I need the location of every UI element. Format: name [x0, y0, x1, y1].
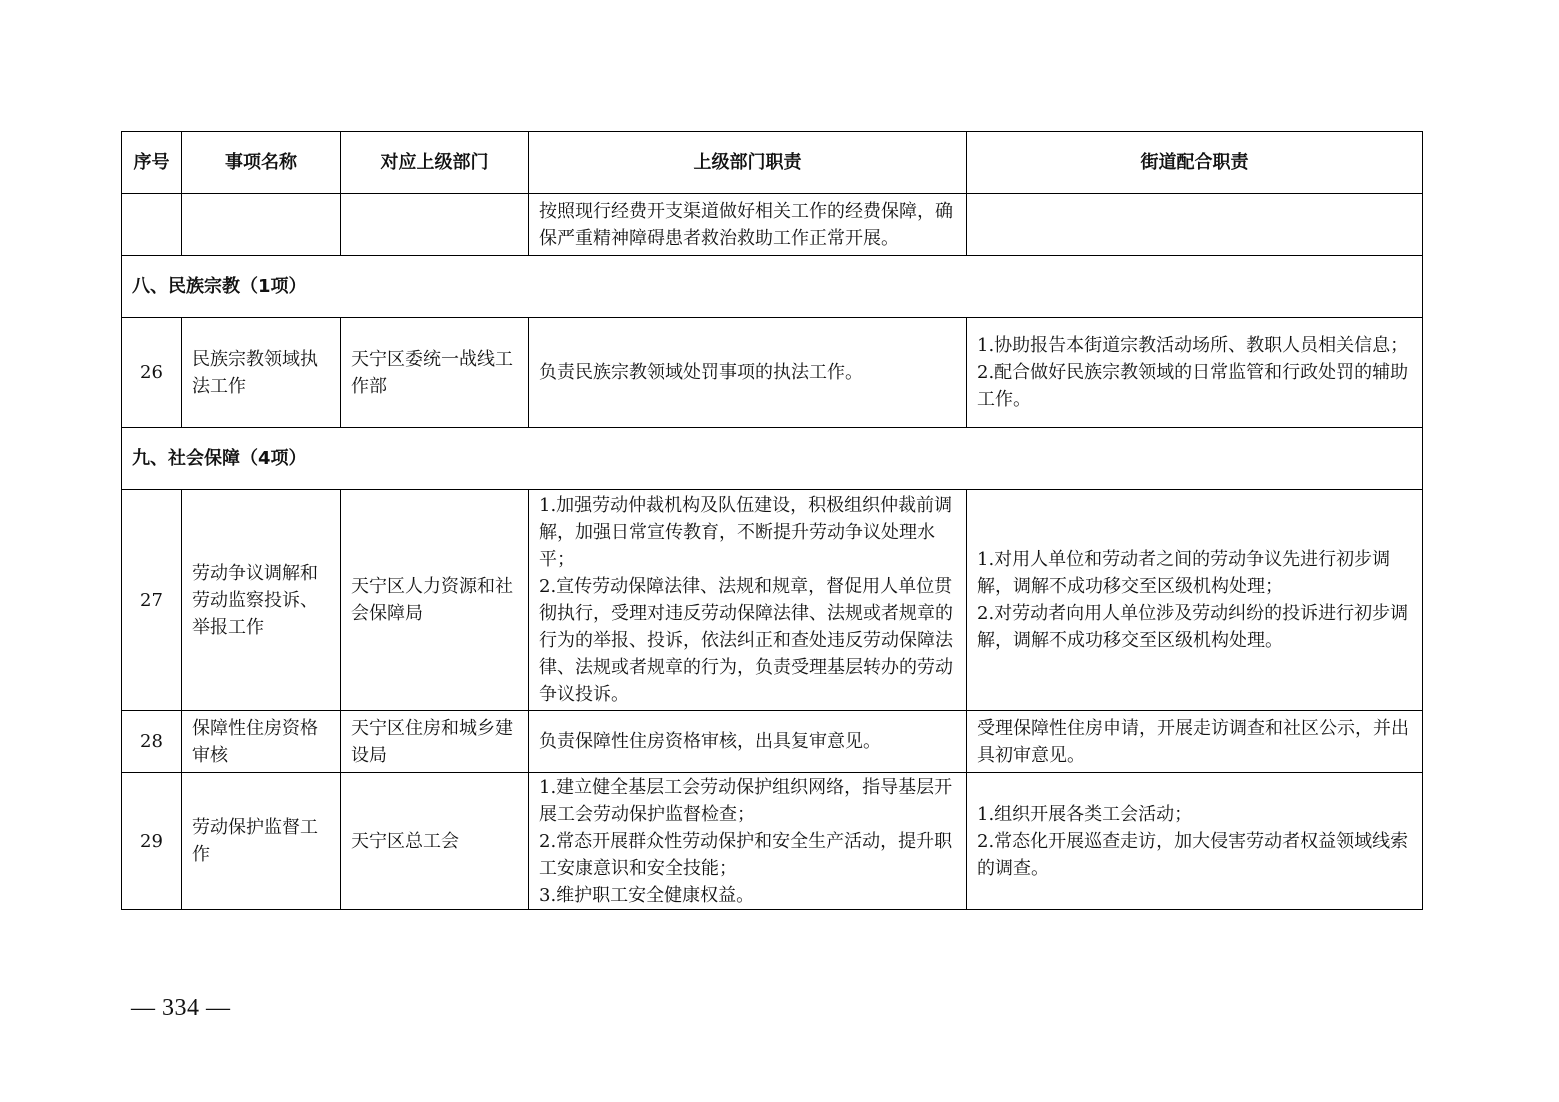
row-serial-no: 27 [122, 490, 182, 711]
row-item-name [182, 194, 341, 256]
upper-duty-line: 负责民族宗教领域处罚事项的执法工作。 [539, 362, 863, 383]
row-item-name: 劳动争议调解和劳动监察投诉、举报工作 [182, 490, 341, 711]
responsibility-table [121, 131, 1423, 910]
row-serial-no: 26 [122, 318, 182, 428]
header-street-duty: 街道配合职责 [967, 132, 1423, 194]
row-item-name: 劳动保护监督工作 [182, 773, 341, 910]
table-row-continuation [122, 194, 1423, 256]
upper-duty-line: 2.宣传劳动保障法律、法规和规章，督促用人单位贯彻执行，受理对违反劳动保障法律、法规或者规章的行为的举报、投诉，依法纠正和查处违反劳动保障法律、法规或者规章的行为，负责受理基层转办的劳动争议投诉。 [539, 576, 953, 705]
upper-duty-line: 3.维护职工安全健康权益。 [539, 884, 755, 906]
row-serial-no [122, 194, 182, 256]
row-street-duty [967, 711, 1423, 773]
street-duty-line: 1.协助报告本街道宗教活动场所、教职人员相关信息； [977, 335, 1409, 356]
street-duty-line: 受理保障性住房申请，开展走访调查和社区公示，并出具初审意见。 [977, 717, 1409, 766]
section-row-ethnic-religion [122, 256, 1423, 318]
header-upper-duty: 上级部门职责 [529, 132, 967, 194]
row-upper-dept: 天宁区住房和城乡建设局 [341, 711, 529, 773]
row-serial-no: 29 [122, 773, 182, 910]
header-serial-no: 序号 [122, 132, 182, 194]
table-row-28 [122, 711, 1423, 773]
row-item-name: 保障性住房资格审核 [182, 711, 341, 773]
upper-duty-line: 1.加强劳动仲裁机构及队伍建设，积极组织仲裁前调解，加强日常宣传教育，不断提升劳动争议处理水平； [539, 495, 953, 570]
upper-duty-line: 负责保障性住房资格审核，出具复审意见。 [539, 731, 881, 752]
table-row-29 [122, 773, 1423, 910]
row-upper-dept [341, 194, 529, 256]
row-street-duty [967, 318, 1423, 428]
street-duty-line: 1.组织开展各类工会活动； [977, 803, 1193, 825]
section-row-social-security [122, 428, 1423, 490]
street-duty-line: 2.配合做好民族宗教领域的日常监管和行政处罚的辅助工作。 [977, 362, 1409, 410]
row-upper-dept: 天宁区总工会 [341, 773, 529, 910]
section-title: 九、社会保障（4项） [122, 428, 1423, 490]
street-duty-line: 1.对用人单位和劳动者之间的劳动争议先进行初步调解，调解不成功移交至区级机构处理； [977, 549, 1391, 597]
upper-duty-line: 2.常态开展群众性劳动保护和安全生产活动，提升职工安康意识和安全技能； [539, 830, 953, 879]
row-street-duty [967, 773, 1423, 910]
section-title: 八、民族宗教（1项） [122, 256, 1423, 318]
table-row-27 [122, 490, 1423, 711]
row-street-duty [967, 194, 1423, 256]
upper-duty-line: 1.建立健全基层工会劳动保护组织网络，指导基层开展工会劳动保护监督检查； [539, 776, 953, 825]
row-upper-dept: 天宁区委统一战线工作部 [341, 318, 529, 428]
row-upper-duty [529, 318, 967, 428]
upper-duty-line: 按照现行经费开支渠道做好相关工作的经费保障，确保严重精神障碍患者救治救助工作正常开展。 [539, 200, 953, 249]
street-duty-line: 2.对劳动者向用人单位涉及劳动纠纷的投诉进行初步调解，调解不成功移交至区级机构处理。 [977, 603, 1409, 651]
row-upper-duty [529, 711, 967, 773]
row-upper-dept: 天宁区人力资源和社会保障局 [341, 490, 529, 711]
table-row-26 [122, 318, 1423, 428]
header-upper-dept: 对应上级部门 [341, 132, 529, 194]
street-duty-line: 2.常态化开展巡查走访，加大侵害劳动者权益领域线索的调查。 [977, 830, 1409, 879]
header-item-name: 事项名称 [182, 132, 341, 194]
row-serial-no: 28 [122, 711, 182, 773]
row-upper-duty [529, 490, 967, 711]
row-upper-duty [529, 773, 967, 910]
row-street-duty [967, 490, 1423, 711]
row-upper-duty [529, 194, 967, 256]
row-item-name: 民族宗教领域执法工作 [182, 318, 341, 428]
page-number: — 334 — [131, 995, 231, 1021]
table-header-row [122, 132, 1423, 194]
